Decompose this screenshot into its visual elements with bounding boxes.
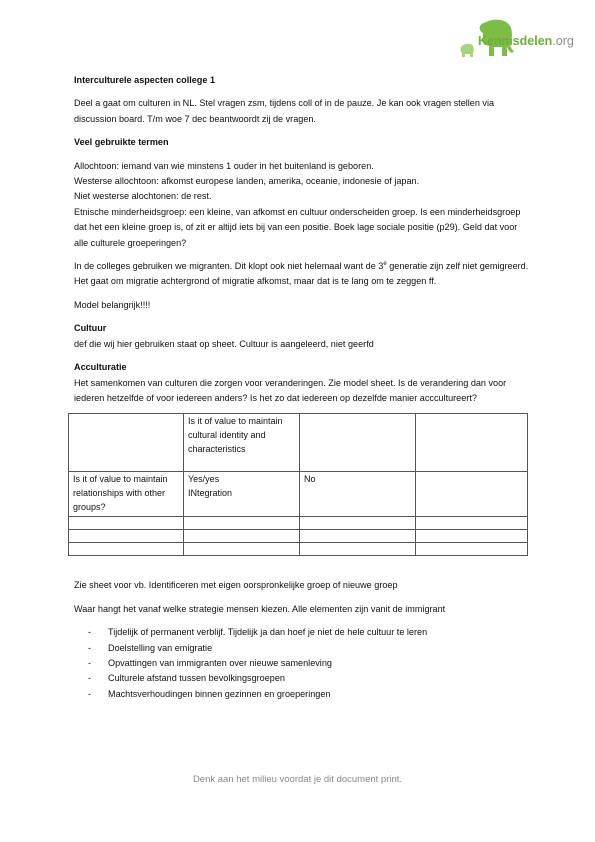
table-cell: Yes/yes INtegration: [184, 472, 300, 517]
table-cell: [416, 472, 528, 517]
term-allochtoon: Allochtoon: iemand van wie minstens 1 ouder in het buitenland is geboren.: [74, 160, 374, 171]
terms-list: [74, 159, 529, 251]
table-row: [69, 517, 528, 530]
logo-name: Kennisdelen: [478, 34, 553, 48]
table-row: [69, 530, 528, 543]
factor-list: [74, 625, 529, 702]
table-cell: Is it of value to maintain relationships with other groups?: [69, 472, 184, 517]
page-footer: Denk aan het milieu voordat je dit document print.: [192, 774, 403, 785]
terms-heading: Veel gebruikte termen: [74, 137, 169, 148]
table-header-row: [69, 414, 528, 472]
logo-wordmark: [478, 34, 574, 48]
table-cell: No: [300, 472, 416, 517]
table-row: [69, 472, 528, 517]
table-cell: [69, 414, 184, 472]
strategie-intro: Waar hangt het vanaf welke strategie mensen kiezen. Alle elementen zijn vanit de immigrant: [74, 603, 446, 614]
colleges-superscript: e: [383, 261, 387, 268]
document-title: Interculturele aspecten college 1: [74, 75, 216, 85]
list-item: - Tijdelijk of permanent verblijf. Tijdelijk ja dan hoef je niet de hele cultuur te leren: [84, 625, 529, 640]
table-cell: [300, 414, 416, 472]
term-westerse-allochtoon: Westerse allochtoon: afkomst europese landen, amerika, oceanie, indonesie of japan.: [74, 176, 420, 187]
term-niet-westerse: Niet westerse alochtonen: de rest.: [74, 191, 212, 202]
colleges-paragraph: [74, 259, 529, 290]
cultuur-text: def die wij hier gebruiken staat op sheet. Cultuur is aangeleerd, niet geerfd: [74, 338, 374, 349]
term-etnische-minderheidsgroep: Etnische minderheidsgroep: een kleine, van afkomst en cultuur onderscheiden groep. Is een minderheidsgroep dat het een kleine groep is, of zit er altijd iets bij van een positie. Boek lage sociale positie (p29). Geld dat voor alle culturele groeperingen?: [74, 206, 521, 248]
table-cell: [416, 414, 528, 472]
list-item: - Opvattingen van immigranten over nieuwe samenleving: [84, 656, 529, 671]
cultuur-heading: Cultuur: [74, 323, 107, 334]
list-item: - Culturele afstand tussen bevolkingsgroepen: [84, 671, 529, 686]
colleges-text-1: In de colleges gebruiken we migranten. Dit klopt ook niet helemaal want de 3: [74, 261, 384, 272]
colleges-text-2: generatie zijn zelf niet gemigreerd. Het gaat om migratie achtergrond of migratie afkomst, maar dat is te lang om te zeggen ff.: [74, 261, 529, 287]
table-row: [69, 543, 528, 556]
logo-tld: .org: [552, 34, 574, 48]
model-note: Model belangrijk!!!!: [74, 299, 151, 310]
acculturatie-heading: Acculturatie: [74, 362, 127, 373]
acculturatie-text: Het samenkomen van culturen die zorgen voor veranderingen. Zie model sheet. Is de verandering dan voor iederen hetzelfde of voor iedereen anders? Is het zo dat iedereen op dezelfde manier acccultureert?: [74, 377, 507, 403]
intro-paragraph: Deel a gaat om culturen in NL. Stel vragen zsm, tijdens coll of in de pauze. Je kan ook vragen stellen via discussion board. T/m woe 7 dec beantwoordt zij de vragen.: [74, 98, 495, 124]
list-item: - Machtsverhoudingen binnen gezinnen en groeperingen: [84, 687, 529, 702]
table-cell: Is it of value to maintain cultural identity and characteristics: [184, 414, 300, 472]
document-body: [74, 73, 529, 702]
list-item: - Doelstelling van emigratie: [84, 641, 529, 656]
sheet-note: Zie sheet voor vb. Identificeren met eigen oorspronkelijke groep of nieuwe groep: [74, 580, 398, 591]
acculturation-table: [68, 413, 528, 556]
